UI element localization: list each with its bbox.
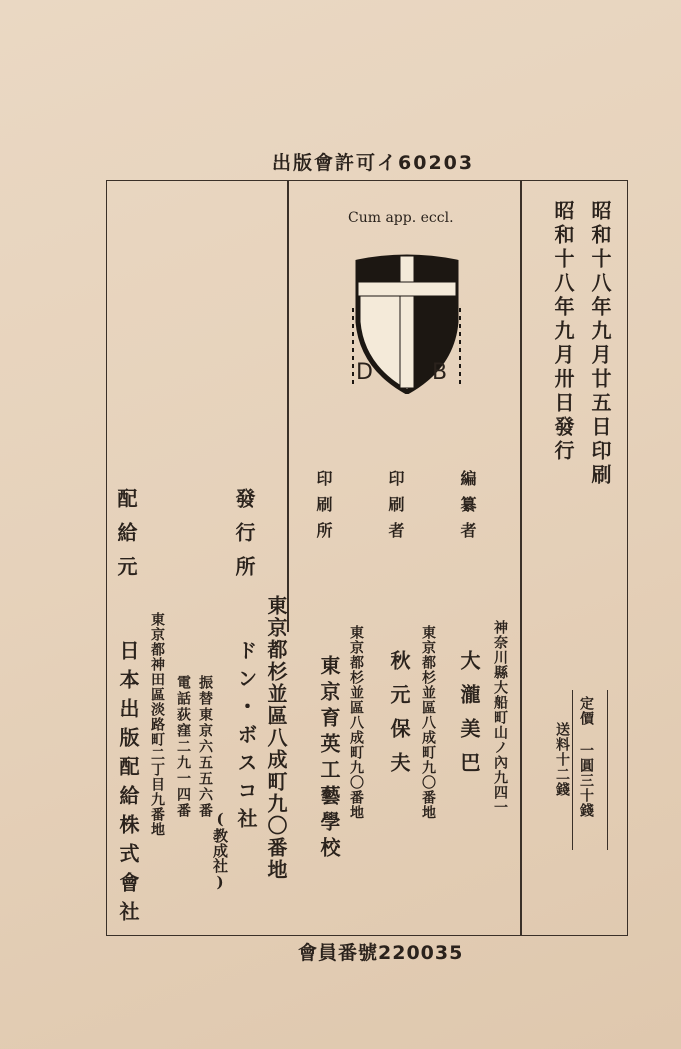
publisher-address: 東京都杉並區八成町九〇番地 (264, 595, 288, 881)
print-house-address: 東京都杉並區八成町九〇番地 (348, 625, 364, 820)
approval-note: Cum app. eccl. (348, 210, 454, 226)
printer-address: 東京都杉並區八成町九〇番地 (420, 625, 436, 820)
publisher-phone-1: 振替東京六五五六番 (197, 675, 213, 819)
price-label: 定價 一圓三十錢 (578, 696, 594, 818)
publisher-sub: (教成社) (211, 810, 229, 891)
member-number: 會員番號220035 (298, 942, 464, 964)
printer-role: 印刷者 (386, 470, 405, 548)
editor-role: 編纂者 (458, 470, 477, 548)
distributor-address: 東京都神田區淡路町二丁目九番地 (149, 612, 165, 837)
printer-name: 秋元保夫 (387, 650, 411, 786)
publisher-name: ドン・ボスコ社 (234, 640, 258, 836)
issued-date: 昭和十八年九月卅日發行 (551, 200, 575, 464)
distributor-name: 日本出版配給株式會社 (116, 640, 140, 930)
permit-number: 出版會許可イ60203 (272, 152, 475, 174)
editor-address: 神奈川縣大船町山ノ內九四一 (492, 620, 508, 815)
print-house-role: 印刷所 (314, 470, 333, 548)
postage-label: 送料十二錢 (554, 722, 570, 797)
print-house-name: 東京育英工藝學校 (317, 655, 341, 863)
publisher-role: 發行所 (232, 488, 256, 590)
editor-name: 大瀧美巴 (457, 650, 481, 786)
distributor-role: 配給元 (114, 488, 138, 590)
date-divider (520, 180, 522, 936)
upper-divider (287, 180, 289, 632)
publisher-phone-2: 電話荻窪二九一四番 (175, 675, 191, 819)
emblem-letter-d: D (356, 360, 373, 385)
emblem-letter-b: B (432, 360, 448, 385)
printed-date: 昭和十八年九月廿五日印刷 (588, 200, 612, 488)
